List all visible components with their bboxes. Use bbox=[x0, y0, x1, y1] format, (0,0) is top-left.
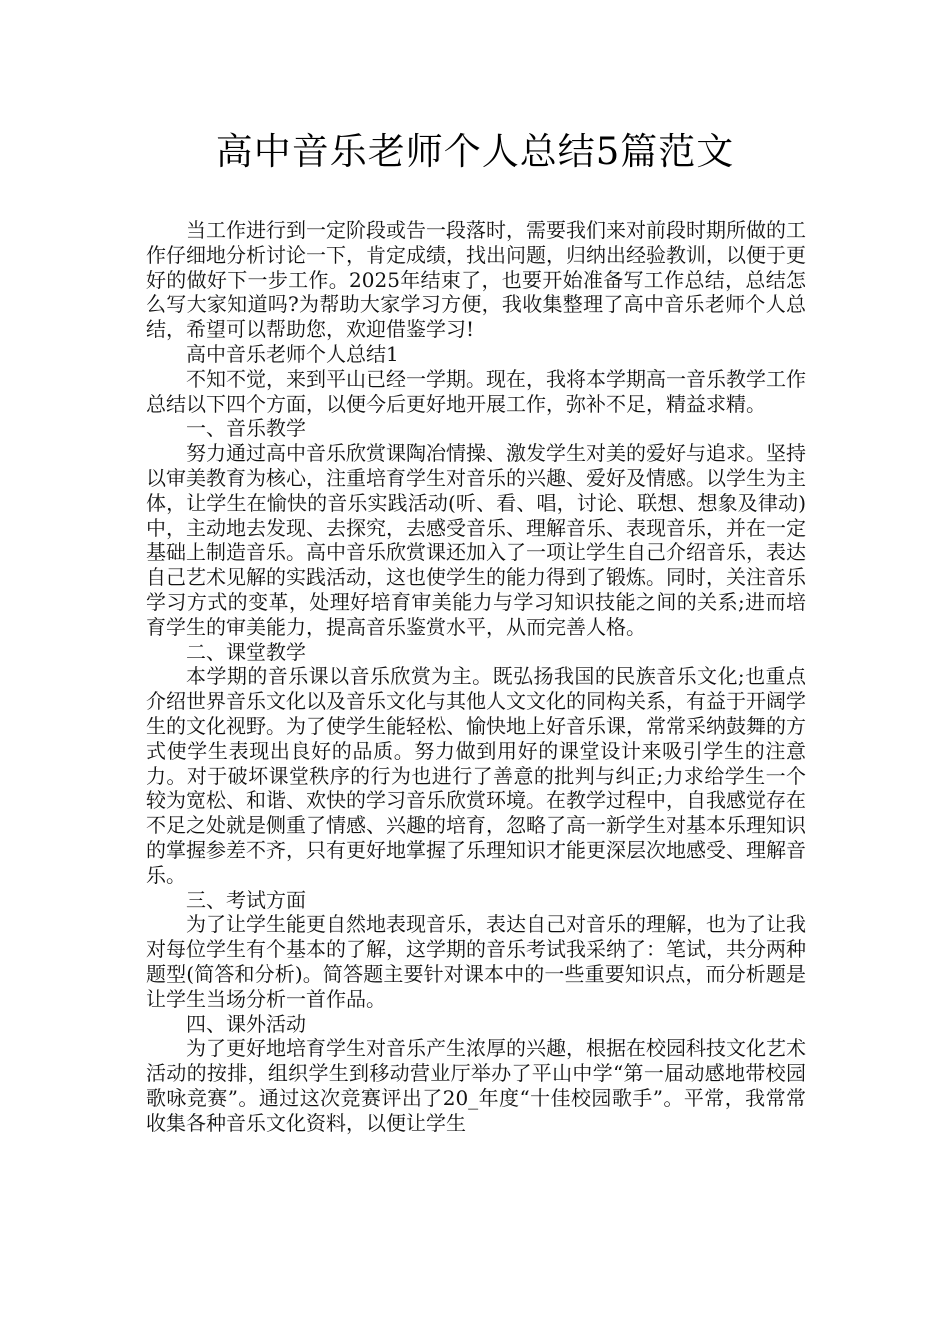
intro-paragraph: 当工作进行到一定阶段或告一段落时，需要我们来对前段时期所做的工作仔细地分析讨论一下，肯定成绩，找出问题，归纳出经验教训，以便于更好的做好下一步工作。2025年结束了，也要开始准备写工作总结，总结怎么写大家知道吗?为帮助大家学习方便，我收集整理了高中音乐老师个人总结，希望可以帮助您，欢迎借鉴学习! bbox=[146, 218, 806, 342]
document-title: 高中音乐老师个人总结5篇范文 bbox=[215, 130, 735, 173]
section-heading-extracurricular: 四、课外活动 bbox=[186, 1011, 306, 1036]
body-paragraph: 为了让学生能更自然地表现音乐，表达自己对音乐的理解，也为了让我对每位学生有个基本的了解，这学期的音乐考试我采纳了：笔试，共分两种题型(简答和分析)。简答题主要针对课本中的一些重要知识点，而分析题是让学生当场分析一首作品。 bbox=[146, 912, 806, 1011]
body-paragraph: 本学期的音乐课以音乐欣赏为主。既弘扬我国的民族音乐文化;也重点介绍世界音乐文化以及音乐文化与其他人文文化的同构关系，有益于开阔学生的文化视野。为了使学生能轻松、愉快地上好音乐课，常常采纳鼓舞的方式使学生表现出良好的品质。努力做到用好的课堂设计来吸引学生的注意力。对于破坏课堂秩序的行为也进行了善意的批判与纠正;力求给学生一个较为宽松、和谐、欢快的学习音乐欣赏环境。在教学过程中，自我感觉存在不足之处就是侧重了情感、兴趣的培育，忽略了高一新学生对基本乐理知识的掌握参差不齐，只有更好地掌握了乐理知识才能更深层次地感受、理解音乐。 bbox=[146, 664, 806, 887]
document-body bbox=[146, 218, 806, 1135]
section-title-summary-1: 高中音乐老师个人总结1 bbox=[186, 341, 399, 366]
section-heading-classroom-teaching: 二、课堂教学 bbox=[186, 639, 306, 664]
body-paragraph: 为了更好地培育学生对音乐产生浓厚的兴趣，根据在校园科技文化艺术活动的按排，组织学生到移动营业厅举办了平山中学“第一届动感地带校园歌咏竞赛”。通过这次竞赛评出了20_年度“十佳校园歌手”。平常，我常常收集各种音乐文化资料，以便让学生 bbox=[146, 1036, 806, 1135]
body-paragraph: 不知不觉，来到平山已经一学期。现在，我将本学期高一音乐教学工作总结以下四个方面，以便今后更好地开展工作，弥补不足，精益求精。 bbox=[146, 366, 806, 416]
section-heading-music-teaching: 一、音乐教学 bbox=[186, 416, 306, 441]
section-heading-exams: 三、考试方面 bbox=[186, 887, 306, 912]
body-paragraph: 努力通过高中音乐欣赏课陶冶情操、激发学生对美的爱好与追求。坚持以审美教育为核心，注重培育学生对音乐的兴趣、爱好及情感。以学生为主体，让学生在愉快的音乐实践活动(听、看、唱，讨论、联想、想象及律动)中，主动地去发现、去探究，去感受音乐、理解音乐、表现音乐，并在一定基础上制造音乐。高中音乐欣赏课还加入了一项让学生自己介绍音乐，表达自己艺术见解的实践活动，这也使学生的能力得到了锻炼。同时，关注音乐学习方式的变革，处理好培育审美能力与学习知识技能之间的关系;进而培育学生的审美能力，提高音乐鉴赏水平，从而完善人格。 bbox=[146, 441, 806, 639]
